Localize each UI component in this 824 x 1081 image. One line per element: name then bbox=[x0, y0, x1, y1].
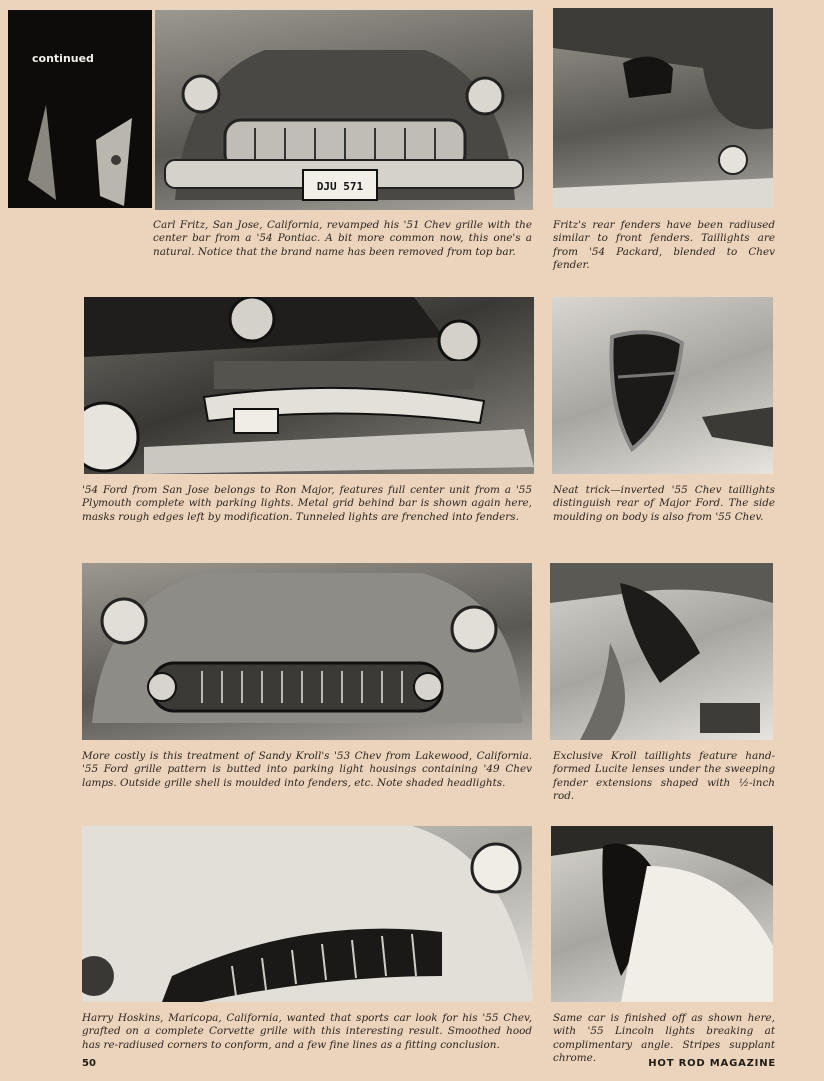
photo-major-ford-front bbox=[84, 297, 534, 474]
photo-fritz-chev-rear-fender bbox=[553, 8, 773, 208]
photo-kroll-chev-front bbox=[82, 563, 532, 740]
caption-6: Exclusive Kroll taillights feature hand-formed Lucite lenses under the sweeping fender extensions shaped with ½-inch rod. bbox=[553, 750, 775, 803]
caption-8: Same car is finished off as shown here, with '55 Lincoln lights breaking at complimentary angle. Stripes supplant chrome. bbox=[553, 1012, 775, 1065]
photo-hoskins-taillights bbox=[551, 826, 773, 1002]
magazine-name: HOT ROD MAGAZINE bbox=[648, 1058, 776, 1069]
caption-3: '54 Ford from San Jose belongs to Ron Major, features full center unit from a '55 Plymouth complete with parking lights. Metal grid behind bar is shown again here, masks rough edges left by modification. Tunneled lights are frenched into fenders. bbox=[82, 484, 532, 523]
caption-7: Harry Hoskins, Maricopa, California, wanted that sports car look for his '55 Chev, grafted on a complete Corvette grille with this interesting result. Smoothed hood has re-radiused corners to conform, and a few fine lines as a fitting conclusion. bbox=[82, 1012, 532, 1051]
caption-1: Carl Fritz, San Jose, California, revamped his '51 Chev grille with the center bar from a '54 Pontiac. A bit more common now, this one's a natural. Notice that the brand name has been removed from top bar. bbox=[153, 219, 532, 258]
continued-block bbox=[8, 10, 152, 208]
decorative-photo-shards bbox=[8, 10, 152, 208]
continued-label: continued bbox=[32, 52, 94, 65]
caption-5: More costly is this treatment of Sandy Kroll's '53 Chev from Lakewood, California. '55 Ford grille pattern is butted into parking light housings containing '49 Chev lamps. Outside grille shell is moulded into fenders, etc. Note shaded headlights. bbox=[82, 750, 532, 789]
photo-kroll-taillights bbox=[550, 563, 773, 740]
caption-4: Neat trick—inverted '55 Chev taillights distinguish rear of Major Ford. The side moulding on body is also from '55 Chev. bbox=[553, 484, 775, 523]
photo-major-ford-taillights bbox=[552, 297, 773, 474]
page-number: 50 bbox=[82, 1058, 96, 1069]
license-plate-text: DJU 571 bbox=[316, 180, 364, 193]
photo-hoskins-chev-front bbox=[82, 826, 532, 1002]
photo-fritz-chev-front bbox=[155, 10, 533, 210]
caption-2: Fritz's rear fenders have been radiused similar to front fenders. Taillights are from '54 Packard, blended to Chev fender. bbox=[553, 219, 775, 272]
